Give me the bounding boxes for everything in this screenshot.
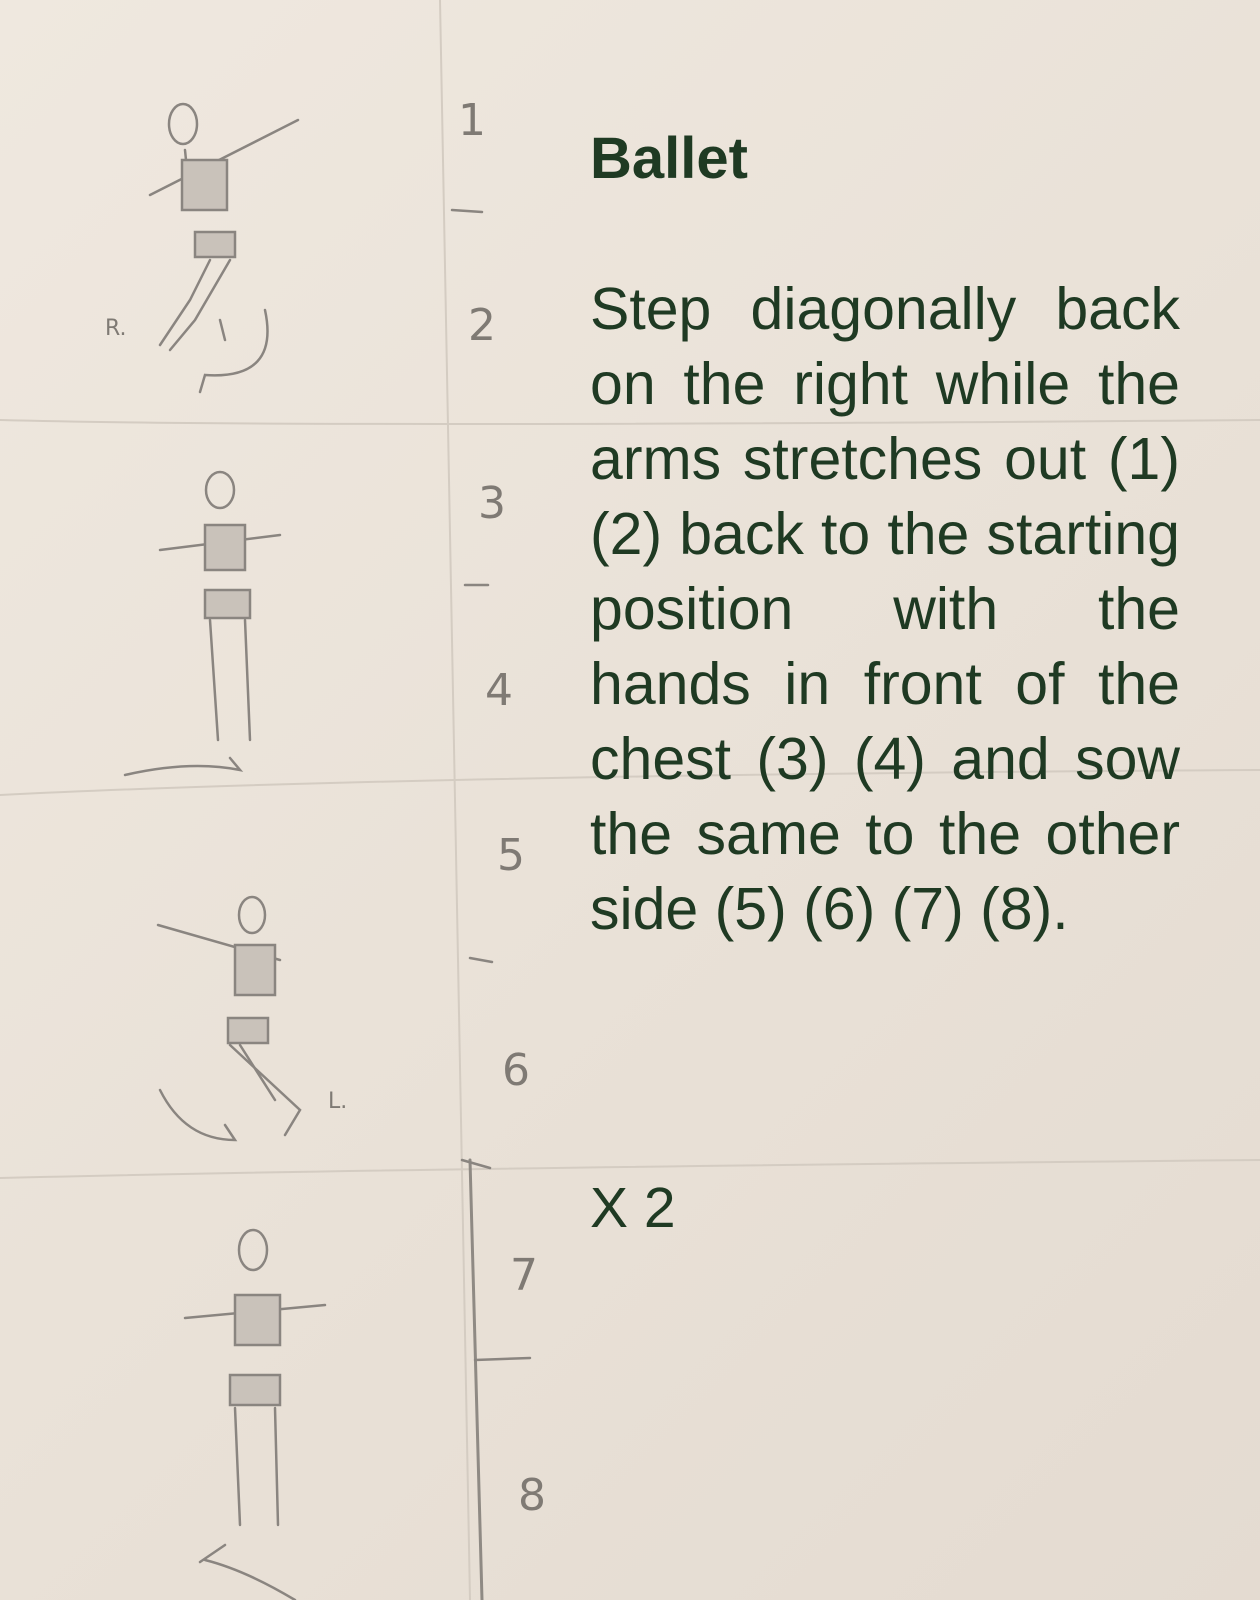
figure-step-left (158, 897, 300, 1140)
count-1: 1 (458, 95, 486, 146)
figure-standing-2 (185, 1230, 325, 1600)
figure-step-right (150, 104, 298, 392)
count-tick-3 (470, 958, 492, 962)
count-5: 5 (497, 830, 525, 881)
count-3: 3 (478, 478, 506, 529)
count-tick-4 (462, 1160, 490, 1168)
figure-standing-1 (125, 472, 280, 775)
count-tick-5 (475, 1358, 530, 1360)
count-8: 8 (518, 1470, 546, 1521)
left-side-label: L. (328, 1089, 348, 1114)
count-6: 6 (502, 1045, 530, 1096)
instructions-text: Step diagonally back on the right while the arms stretches out (1) (2) back to the starting position with the hands in front of the chest (3) (4) and sow the same to the other side (5) (6) (7) (8). (590, 276, 1180, 942)
count-ruler (470, 1160, 482, 1600)
page-title: Ballet (590, 126, 748, 191)
right-side-label: R. (105, 316, 127, 341)
count-4: 4 (485, 665, 513, 716)
count-2: 2 (468, 300, 496, 351)
count-tick-1 (452, 210, 482, 212)
column-divider (440, 0, 470, 1600)
repeat-count: X 2 (590, 1176, 676, 1240)
count-7: 7 (510, 1250, 538, 1301)
